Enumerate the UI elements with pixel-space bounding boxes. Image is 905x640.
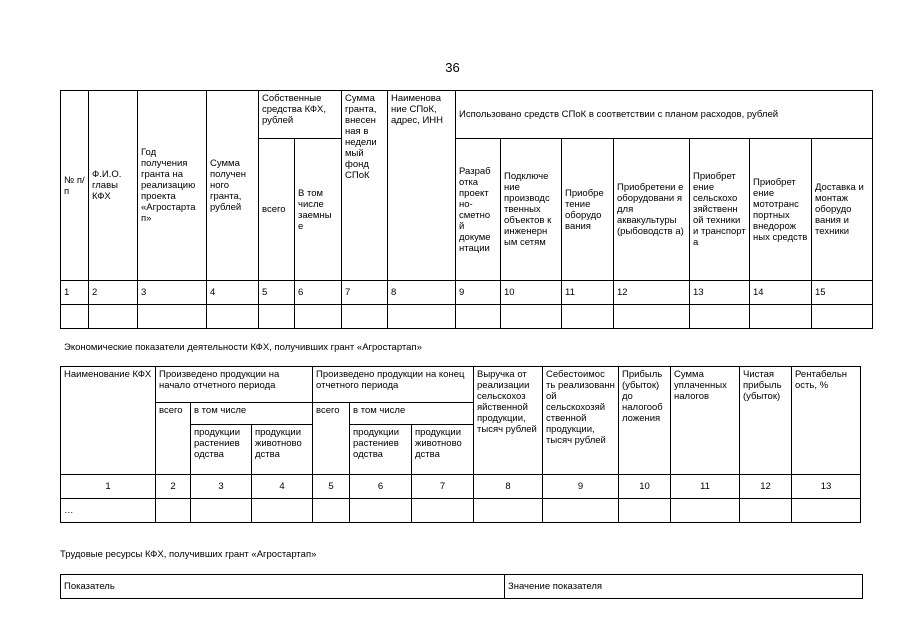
empty-cell[interactable] <box>671 499 740 523</box>
header-indicator-value: Значение показателя <box>505 575 863 599</box>
header-taxes: Сумма уплаченных налогов <box>671 367 740 475</box>
col-number: 6 <box>295 281 342 305</box>
empty-cell[interactable] <box>89 305 138 329</box>
labor-resources-table <box>60 574 863 599</box>
header-prod-start: Произведено продукции на начало отчетного периода <box>156 367 313 403</box>
empty-cell[interactable] <box>61 305 89 329</box>
col-number: 8 <box>474 475 543 499</box>
header-start-total: всего <box>156 403 191 475</box>
col-number: 9 <box>456 281 501 305</box>
page-number: 36 <box>445 60 460 75</box>
header-used-funds: Использовано средств СПоК в соответствии с планом расходов, рублей <box>456 91 873 139</box>
col-number: 10 <box>501 281 562 305</box>
header-sub-design: Разраб отка проект но-сметно й докуме нтации <box>456 139 501 281</box>
empty-cell[interactable] <box>295 305 342 329</box>
col-number: 13 <box>792 475 861 499</box>
col-number: 14 <box>750 281 812 305</box>
col-number: 13 <box>690 281 750 305</box>
col-number: 2 <box>89 281 138 305</box>
empty-cell[interactable] <box>619 499 671 523</box>
empty-cell[interactable] <box>562 305 614 329</box>
empty-cell[interactable] <box>740 499 792 523</box>
header-profitability: Рентабельн ость, % <box>792 367 861 475</box>
header-spok-name: Наименова ние СПоК, адрес, ИНН <box>388 91 456 281</box>
empty-cell[interactable] <box>690 305 750 329</box>
header-fio: Ф.И.О. главы КФХ <box>89 91 138 281</box>
empty-cell[interactable] <box>501 305 562 329</box>
header-start-plant: продукции растениев одства <box>191 425 252 475</box>
col-number: 7 <box>412 475 474 499</box>
col-number: 12 <box>740 475 792 499</box>
header-sub-connection: Подключе ние производс твенных объектов к инженерн ым сетям <box>501 139 562 281</box>
empty-cell[interactable] <box>350 499 412 523</box>
header-start-incl: в том числе <box>191 403 313 425</box>
empty-cell[interactable] <box>543 499 619 523</box>
col-number: 11 <box>562 281 614 305</box>
empty-cell[interactable] <box>456 305 501 329</box>
header-num: № п/п <box>61 91 89 281</box>
header-cost: Себестоимос ть реализованн ой сельскохозяй ственной продукции, тысяч рублей <box>543 367 619 475</box>
col-number: 5 <box>259 281 295 305</box>
header-name: Наименование КФХ <box>61 367 156 475</box>
col-number: 3 <box>138 281 207 305</box>
header-grant-sum: Сумма получен ного гранта, рублей <box>207 91 259 281</box>
col-number: 12 <box>614 281 690 305</box>
header-sub-aquaculture: Приобретени е оборудовани я для аквакультуры (рыбоводств а) <box>614 139 690 281</box>
header-profit-tax: Прибыль (убыток) до налогооб ложения <box>619 367 671 475</box>
table-row <box>61 499 861 523</box>
header-sub-agri-machinery: Приобрет ение сельскохо зяйственн ой техники и транспорт а <box>690 139 750 281</box>
header-prod-end: Произведено продукции на конец отчетного периода <box>313 367 474 403</box>
row-placeholder[interactable]: … <box>61 499 156 523</box>
col-number: 1 <box>61 475 156 499</box>
col-number: 8 <box>388 281 456 305</box>
empty-cell[interactable] <box>474 499 543 523</box>
col-number: 15 <box>812 281 873 305</box>
empty-cell[interactable] <box>259 305 295 329</box>
header-indicator: Показатель <box>61 575 505 599</box>
col-number: 5 <box>313 475 350 499</box>
empty-cell[interactable] <box>388 305 456 329</box>
empty-cell[interactable] <box>750 305 812 329</box>
empty-cell[interactable] <box>138 305 207 329</box>
empty-cell[interactable] <box>614 305 690 329</box>
empty-cell[interactable] <box>812 305 873 329</box>
col-number: 10 <box>619 475 671 499</box>
empty-cell[interactable] <box>342 305 388 329</box>
economic-indicators-table <box>60 366 861 523</box>
empty-cell[interactable] <box>313 499 350 523</box>
col-number: 9 <box>543 475 619 499</box>
header-own-total: всего <box>259 139 295 281</box>
col-number: 4 <box>207 281 259 305</box>
empty-cell[interactable] <box>156 499 191 523</box>
header-end-animal: продукции животново дства <box>412 425 474 475</box>
header-end-total: всего <box>313 403 350 475</box>
col-number: 7 <box>342 281 388 305</box>
grant-usage-table <box>60 90 873 329</box>
header-sub-motor-vehicles: Приобрет ение мототранс портных внедорож ных средств <box>750 139 812 281</box>
empty-cell[interactable] <box>252 499 313 523</box>
col-number: 1 <box>61 281 89 305</box>
empty-cell[interactable] <box>792 499 861 523</box>
col-number: 3 <box>191 475 252 499</box>
header-year: Год получения гранта на реализацию проекта «Агростарта п» <box>138 91 207 281</box>
empty-cell[interactable] <box>207 305 259 329</box>
header-end-plant: продукции растениев одства <box>350 425 412 475</box>
header-start-animal: продукции животново дства <box>252 425 313 475</box>
header-sub-delivery: Доставка и монтаж оборудо вания и техники <box>812 139 873 281</box>
col-number: 4 <box>252 475 313 499</box>
header-net-profit: Чистая прибыль (убыток) <box>740 367 792 475</box>
header-own-funds: Собственные средства КФХ, рублей <box>259 91 342 139</box>
col-number: 2 <box>156 475 191 499</box>
header-own-borrowed: В том числе заемны е <box>295 139 342 281</box>
empty-cell[interactable] <box>412 499 474 523</box>
labor-table-caption: Трудовые ресурсы КФХ, получивших грант «Агростартап» <box>60 549 317 560</box>
empty-cell[interactable] <box>191 499 252 523</box>
header-end-incl: в том числе <box>350 403 474 425</box>
economic-table-caption: Экономические показатели деятельности КФХ, получивших грант «Агростартап» <box>64 342 422 353</box>
col-number: 11 <box>671 475 740 499</box>
header-sub-equipment: Приобре тение оборудо вания <box>562 139 614 281</box>
table-row <box>61 305 873 329</box>
header-revenue: Выручка от реализации сельскохоз яйственной продукции, тысяч рублей <box>474 367 543 475</box>
col-number: 6 <box>350 475 412 499</box>
header-grant-in-fund: Сумма гранта, внесен ная в недели мый фонд СПоК <box>342 91 388 281</box>
